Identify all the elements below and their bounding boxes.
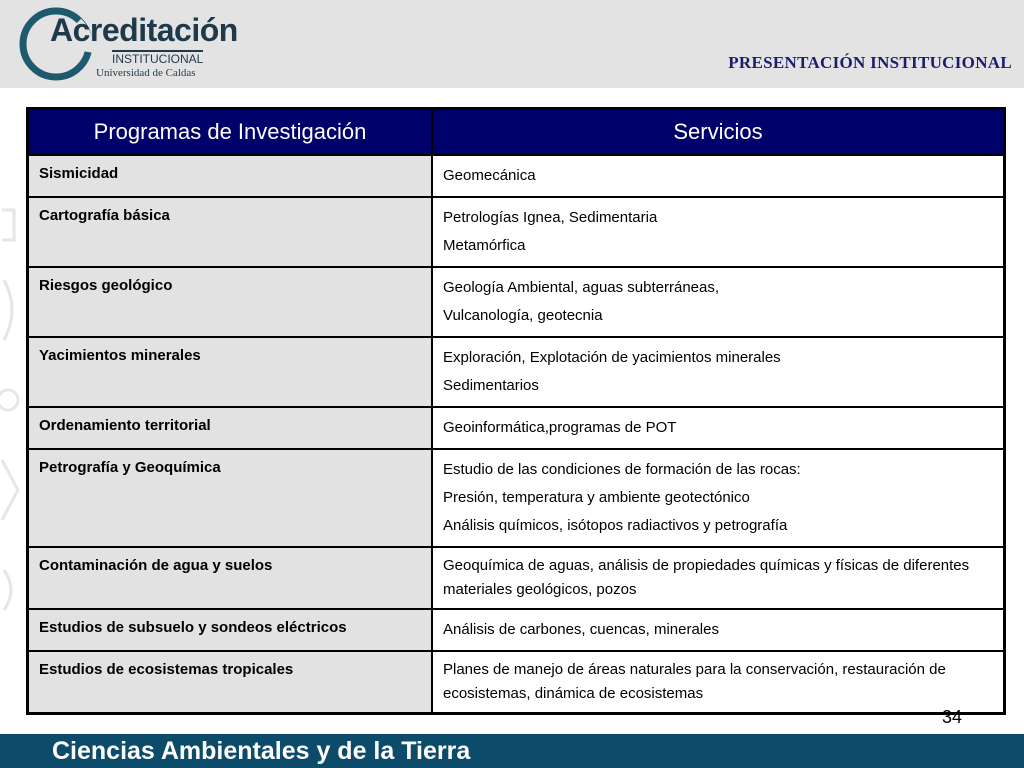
program-cell: Cartografía básica	[28, 197, 433, 267]
program-cell: Estudios de ecosistemas tropicales	[28, 651, 433, 714]
service-line: Geoinformática,programas de POT	[443, 419, 677, 436]
services-cell	[432, 609, 1005, 651]
logo-subtitle: INSTITUCIONAL	[112, 52, 204, 66]
services-cell	[432, 547, 1005, 609]
column-header-programs: Programas de Investigación	[28, 109, 433, 156]
page-number: 34	[941, 707, 962, 727]
table-header-row	[28, 109, 1005, 156]
service-line: Análisis de carbones, cuencas, minerales	[443, 621, 719, 638]
program-cell: Sismicidad	[28, 155, 433, 197]
services-cell	[432, 197, 1005, 267]
table-row	[28, 651, 1005, 714]
services-cell	[432, 449, 1005, 547]
table-row	[28, 449, 1005, 547]
table-row	[28, 337, 1005, 407]
service-line: Planes de manejo de áreas naturales para la conservación, restauración de ecosistemas, dinámica de ecosistemas	[443, 661, 946, 702]
header-title: PRESENTACIÓN INSTITUCIONAL	[728, 53, 1012, 72]
service-line: Estudio de las condiciones de formación de las rocas:	[443, 461, 801, 478]
services-cell	[432, 155, 1005, 197]
program-cell: Contaminación de agua y suelos	[28, 547, 433, 609]
service-line: Vulcanología, geotecnia	[443, 307, 603, 324]
services-cell	[432, 267, 1005, 337]
service-line: Geología Ambiental, aguas subterráneas,	[443, 279, 720, 296]
services-cell	[432, 337, 1005, 407]
service-line: Análisis químicos, isótopos radiactivos y petrografía	[443, 517, 788, 534]
service-line: Metamórfica	[443, 237, 526, 254]
service-line: Sedimentarios	[443, 377, 539, 394]
slide-footer	[0, 734, 1024, 768]
table-row	[28, 407, 1005, 449]
research-services-table	[26, 107, 1006, 715]
program-cell: Ordenamiento territorial	[28, 407, 433, 449]
program-cell: Petrografía y Geoquímica	[28, 449, 433, 547]
services-cell	[432, 407, 1005, 449]
accreditation-logo	[16, 4, 238, 84]
service-line: Petrologías Ignea, Sedimentaria	[443, 209, 658, 226]
logo-brand-text: Acreditación	[50, 12, 238, 48]
table-row	[28, 267, 1005, 337]
service-line: Presión, temperatura y ambiente geotectónico	[443, 489, 750, 506]
table-row	[28, 155, 1005, 197]
slide-header	[0, 0, 1024, 88]
services-cell	[432, 651, 1005, 714]
watermark-decoration	[0, 200, 24, 620]
table-row	[28, 197, 1005, 267]
program-cell: Yacimientos minerales	[28, 337, 433, 407]
service-line: Geoquímica de aguas, análisis de propiedades químicas y físicas de diferentes materiales geológicos, pozos	[443, 557, 970, 598]
service-line: Geomecánica	[443, 167, 536, 184]
service-line: Exploración, Explotación de yacimientos minerales	[443, 349, 781, 366]
table-row	[28, 609, 1005, 651]
program-cell: Estudios de subsuelo y sondeos eléctricos	[28, 609, 433, 651]
footer-title: Ciencias Ambientales y de la Tierra	[52, 737, 471, 765]
table-row	[28, 547, 1005, 609]
logo-university: Universidad de Caldas	[96, 67, 196, 79]
column-header-services: Servicios	[432, 109, 1005, 156]
program-cell: Riesgos geológico	[28, 267, 433, 337]
